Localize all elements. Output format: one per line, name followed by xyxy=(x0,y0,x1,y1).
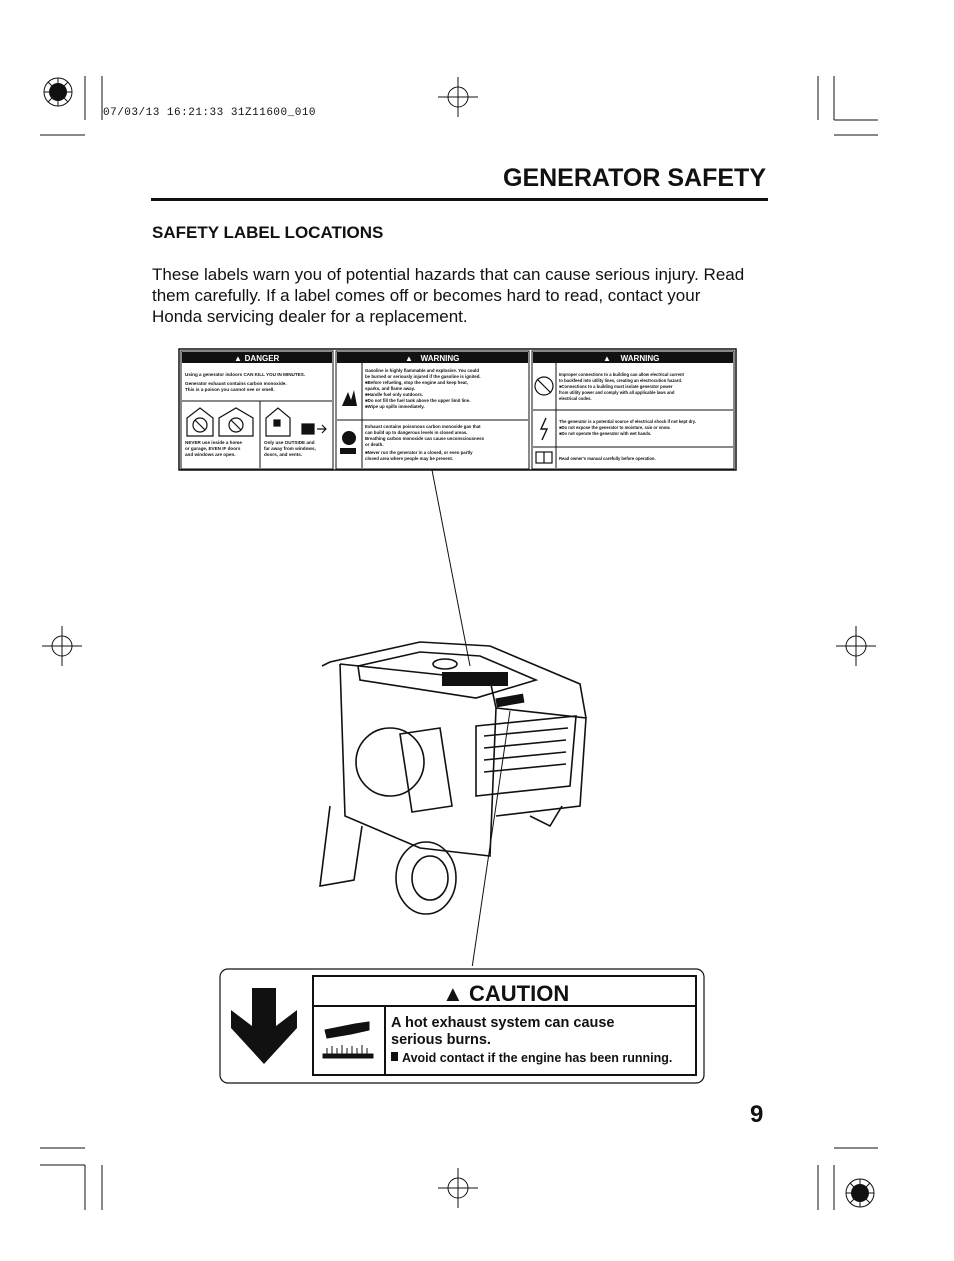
danger-header: DANGER xyxy=(244,354,280,363)
danger-caption: NEVER use inside a home xyxy=(185,440,242,445)
electric-line: from utility power and comply with all applicable laws and xyxy=(559,390,675,395)
leader-line-top-label xyxy=(432,470,470,666)
caution-bullet: Avoid contact if the engine has been running. xyxy=(402,1051,673,1065)
electric-line: Read owner's manual carefully before operation. xyxy=(559,456,656,461)
fuel-line: be burned or seriously injured if the gasoline is ignited. xyxy=(365,374,481,379)
intro-paragraph: These labels warn you of potential hazards that can cause serious injury. Read them carefully. If a label comes off or becomes hard to read, contact your Honda servicing dealer for a replacement. xyxy=(152,265,745,326)
electric-line: electrical codes. xyxy=(559,396,592,401)
danger-caption: doors, and vents. xyxy=(264,452,303,457)
page-number: 9 xyxy=(750,1101,764,1128)
danger-line: Using a generator indoors CAN KILL YOU IN MINUTES. xyxy=(185,372,306,377)
warning-electric-header: WARNING xyxy=(620,354,660,363)
danger-caption: and windows are open. xyxy=(185,452,236,457)
danger-line: This is a poison you cannot see or smell. xyxy=(185,387,275,392)
warning-triangle-icon: ▲ xyxy=(405,354,413,363)
section-heading: SAFETY LABEL LOCATIONS xyxy=(152,223,384,242)
fuel-line: Gasoline is highly flammable and explosive. You could xyxy=(365,368,480,373)
generator-illustration xyxy=(300,466,600,966)
electric-line: Improper connections to a building can allow electrical current xyxy=(559,372,684,377)
co-line: can build up to dangerous levels in closed areas. xyxy=(365,430,468,435)
danger-caption: Only use OUTSIDE and xyxy=(264,440,315,445)
title-rule xyxy=(151,198,768,201)
page-title: GENERATOR SAFETY xyxy=(503,164,766,192)
caution-triangle-icon: ▲ xyxy=(442,981,464,1006)
co-line: Exhaust contains poisonous carbon monoxide gas that xyxy=(365,424,481,429)
fuel-line: ■Wipe up spills immediately. xyxy=(365,404,425,409)
electric-line: to backfeed into utility lines, creating an electrocution hazard. xyxy=(559,378,683,383)
print-stamp: 07/03/13 16:21:33 31Z11600_010 xyxy=(103,107,317,119)
electric-line: ■Do not operate the generator with wet hands. xyxy=(559,431,652,436)
fuel-line: ■Do not fill the fuel tank above the upper limit line. xyxy=(365,398,471,403)
co-line: or death. xyxy=(365,442,384,447)
fuel-line: sparks, and flame away. xyxy=(365,386,415,391)
top-safety-label xyxy=(178,348,738,472)
co-line: Breathing carbon monoxide can cause unconsciousness xyxy=(365,436,485,441)
fuel-line: ■Before refueling, stop the engine and keep heat, xyxy=(365,380,468,385)
electric-line: ■Do not expose the generator to moisture, rain or snow. xyxy=(559,425,671,430)
caution-line: A hot exhaust system can cause xyxy=(391,1015,615,1031)
fuel-line: ■Handle fuel only outdoors. xyxy=(365,392,424,397)
caution-line: serious burns. xyxy=(391,1032,491,1048)
danger-line: Generator exhaust contains carbon monoxide. xyxy=(185,381,287,386)
electric-line: The generator is a potential source of electrical shock if not kept dry. xyxy=(559,419,696,424)
bullet-square-icon xyxy=(391,1052,398,1061)
danger-caption: or garage, EVEN IF doors xyxy=(185,446,241,451)
co-line: closed area where people may be present. xyxy=(365,456,454,461)
caution-header: CAUTION xyxy=(469,981,570,1006)
warning-triangle-icon: ▲ xyxy=(603,354,611,363)
caution-label xyxy=(219,968,706,1085)
electric-line: ■Connections to a building must isolate generator power xyxy=(559,384,673,389)
co-line: ■Never run the generator in a closed, or even partly xyxy=(365,450,473,455)
warning-fuel-header: WARNING xyxy=(420,354,460,363)
warning-triangle-icon: ▲ xyxy=(234,354,242,363)
danger-caption: far away from windows, xyxy=(264,446,316,451)
